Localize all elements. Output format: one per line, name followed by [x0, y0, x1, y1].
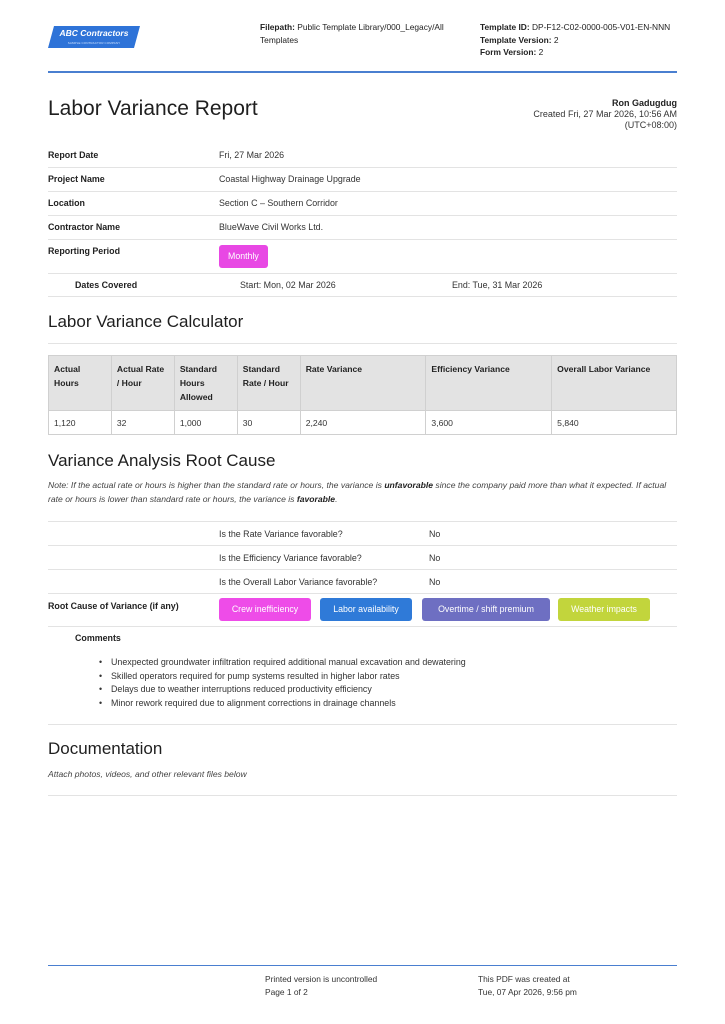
documentation-note: Attach photos, videos, and other relevant files below — [48, 769, 247, 779]
rate-variance-question-row — [48, 521, 677, 545]
col-overall-variance: Overall Labor Variance — [552, 356, 677, 411]
page-title: Labor Variance Report — [48, 97, 258, 120]
page-header — [48, 18, 677, 72]
author-name: Ron Gadugdug — [612, 98, 677, 108]
template-info — [480, 21, 680, 59]
list-item: • Unexpected groundwater infiltration required additional manual excavation and dewatering — [111, 656, 466, 670]
period-monthly-badge: Monthly — [219, 245, 268, 268]
form-version-label: Form Version: — [480, 47, 537, 57]
report-date-row — [48, 144, 677, 168]
template-version-value: 2 — [553, 34, 559, 45]
table-row — [49, 411, 677, 435]
contractor-value: BlueWave Civil Works Ltd. — [219, 222, 324, 232]
root-cause-overtime: Overtime / shift premium — [422, 598, 550, 621]
created-date: Created Fri, 27 Mar 2026, 10:56 AM — [533, 109, 677, 119]
end-date: End: Tue, 31 Mar 2026 — [452, 280, 543, 290]
template-id-value: DP-F12-C02-0000-005-V01-EN-NNN — [531, 22, 671, 32]
form-version-value: 2 — [538, 47, 544, 57]
reporting-period-label: Reporting Period — [48, 246, 120, 256]
table-header-row — [49, 356, 677, 411]
question-text: Is the Overall Labor Variance favorable? — [219, 577, 378, 587]
dates-covered-label: Dates Covered — [75, 280, 138, 290]
documentation-heading: Documentation — [48, 739, 163, 758]
col-actual-hours: Actual Hours — [49, 356, 112, 411]
root-cause-label: Root Cause of Variance (if any) — [48, 601, 179, 611]
list-item: • Minor rework required due to alignment corrections in drainage channels — [111, 697, 466, 711]
page-number: Page 1 of 2 — [265, 987, 308, 997]
filepath-value: Public Template Library/000_Legacy/All Templates — [260, 22, 444, 45]
project-name-value: Coastal Highway Drainage Upgrade — [219, 174, 361, 184]
rate-variance-cell: 2,240 — [300, 411, 426, 435]
dates-covered-row — [48, 274, 677, 297]
col-rate-variance: Rate Variance — [300, 356, 426, 411]
timezone: (UTC+08:00) — [624, 120, 677, 130]
company-logo: ABC Contractors SAMPLE CONTRACTOR COMPANY — [48, 26, 140, 48]
efficiency-variance-cell: 3,600 — [426, 411, 552, 435]
pdf-created-date: Tue, 07 Apr 2026, 9:56 pm — [478, 987, 577, 997]
question-text: Is the Efficiency Variance favorable? — [219, 553, 362, 563]
variance-note — [48, 478, 677, 506]
filepath-info — [260, 21, 465, 46]
calculator-heading: Labor Variance Calculator — [48, 312, 244, 331]
list-item: • Delays due to weather interruptions reduced productivity efficiency — [111, 683, 466, 697]
overall-variance-question-row — [48, 569, 677, 593]
actual-rate-cell: 32 — [111, 411, 174, 435]
location-row — [48, 192, 677, 216]
root-cause-weather: Weather impacts — [558, 598, 650, 621]
comments-list — [111, 656, 466, 710]
footer-print-info — [265, 973, 377, 999]
contractor-row — [48, 216, 677, 240]
header-divider — [48, 71, 677, 73]
note-favorable: favorable — [296, 494, 336, 504]
root-cause-row — [48, 593, 677, 627]
documentation-divider — [48, 795, 677, 796]
location-label: Location — [48, 198, 85, 208]
col-efficiency-variance: Efficiency Variance — [426, 356, 552, 411]
note-text-2: since the company paid more than what it expected. If actual rate or hours is lower than standard rate or hours, the variance is — [48, 480, 667, 504]
page-footer — [48, 965, 677, 1005]
pdf-created-label: This PDF was created at — [478, 974, 570, 984]
labor-variance-table — [48, 355, 677, 435]
comments-divider — [48, 724, 677, 725]
analysis-heading: Variance Analysis Root Cause — [48, 451, 276, 470]
note-text-3: . — [335, 494, 338, 504]
col-standard-rate: Standard Rate / Hour — [237, 356, 300, 411]
template-id-label: Template ID: — [480, 22, 530, 32]
efficiency-variance-question-row — [48, 545, 677, 569]
start-date: Start: Mon, 02 Mar 2026 — [240, 280, 336, 290]
note-text-1: Note: If the actual rate or hours is higher than the standard rate or hours, the variance is — [48, 480, 385, 490]
contractor-label: Contractor Name — [48, 222, 121, 232]
footer-created-info — [478, 973, 577, 999]
standard-hours-cell: 1,000 — [174, 411, 237, 435]
root-cause-crew-inefficiency: Crew inefficiency — [219, 598, 311, 621]
col-standard-hours: Standard Hours Allowed — [174, 356, 237, 411]
project-name-row — [48, 168, 677, 192]
actual-hours-cell: 1,120 — [49, 411, 112, 435]
filepath-label: Filepath: — [260, 22, 295, 32]
list-item: • Skilled operators required for pump systems resulted in higher labor rates — [111, 670, 466, 684]
col-actual-rate: Actual Rate / Hour — [111, 356, 174, 411]
author-block — [533, 98, 677, 131]
template-version-label: Template Version: — [480, 34, 552, 45]
overall-variance-cell: 5,840 — [552, 411, 677, 435]
standard-rate-cell: 30 — [237, 411, 300, 435]
project-name-label: Project Name — [48, 174, 105, 184]
report-date-value: Fri, 27 Mar 2026 — [219, 150, 285, 160]
uncontrolled-notice: Printed version is uncontrolled — [265, 974, 378, 984]
question-text: Is the Rate Variance favorable? — [219, 529, 343, 539]
reporting-period-row — [48, 240, 677, 274]
answer-text: No — [429, 553, 441, 563]
root-cause-labor-availability: Labor availability — [320, 598, 412, 621]
answer-text: No — [429, 577, 441, 587]
report-date-label: Report Date — [48, 150, 99, 160]
comments-label: Comments — [75, 633, 121, 643]
location-value: Section C – Southern Corridor — [219, 198, 338, 208]
answer-text: No — [429, 529, 441, 539]
note-unfavorable: unfavorable — [384, 480, 434, 490]
calculator-divider — [48, 343, 677, 344]
